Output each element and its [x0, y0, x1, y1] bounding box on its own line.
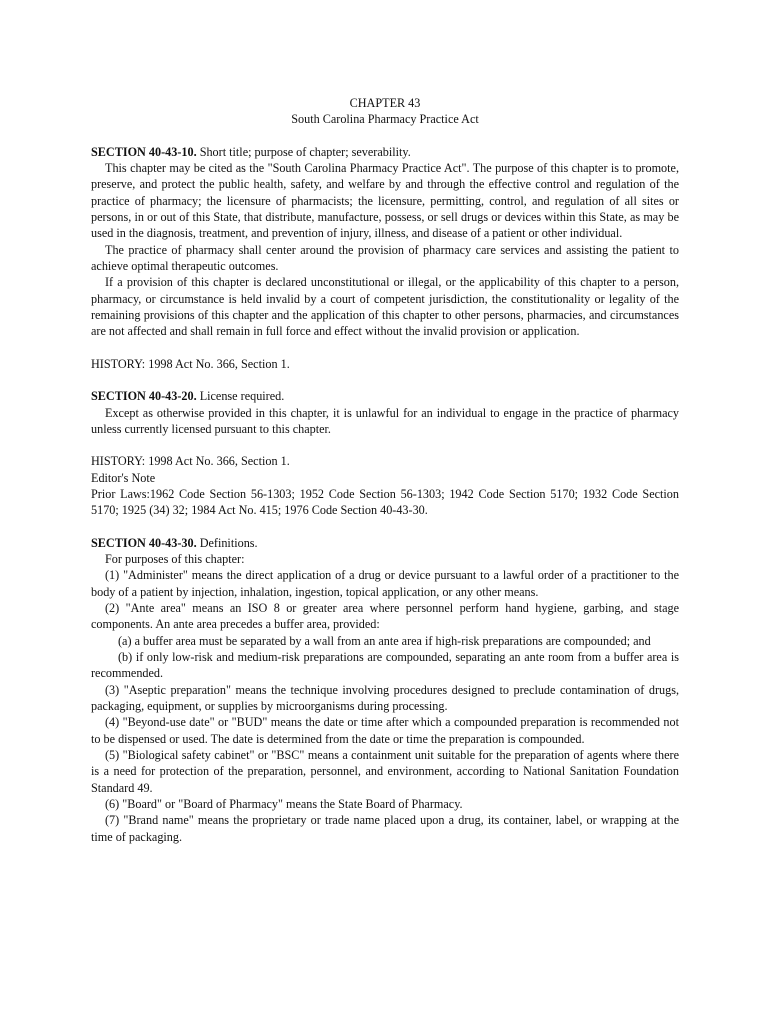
section-heading-40-43-20 [91, 388, 679, 404]
section-paragraph: Except as otherwise provided in this chapter, it is unlawful for an individual to engage in the practice of pharmacy unless currently licensed pursuant to this chapter. [91, 405, 679, 436]
chapter-title: CHAPTER 43 [349, 96, 421, 110]
definition-item: (7) "Brand name" means the proprietary or trade name placed upon a drug, its container, label, or wrapping at the time of packaging. [91, 813, 679, 844]
editors-note-label: Editor's Note [91, 470, 156, 485]
prior-laws-note: Prior Laws:1962 Code Section 56-1303; 1952 Code Section 56-1303; 1942 Code Section 5170; 1932 Code Section 5170; 1925 (34) 32; 1984 Act No. 415; 1976 Code Section 40-43-30. [91, 486, 679, 518]
section-paragraph: This chapter may be cited as the "South Carolina Pharmacy Practice Act". The purpose of this chapter is to promote, preserve, and protect the public health, safety, and welfare by and through the effective control and regulation of the practice of pharmacy; the licensure of pharmacists; the licensure, permitting, control, and regulation of all sites or persons, in or out of this State, that distribute, manufacture, possess, or sell drugs or devices within this State, as may be used in the diagnosis, treatment, and prevention of injury, illness, and disease of a patient or other individual. [91, 161, 679, 241]
document-page [91, 95, 679, 845]
section-number: SECTION 40-43-30. [91, 535, 197, 550]
section-title: License required. [196, 389, 285, 404]
section-number: SECTION 40-43-10. [91, 144, 197, 159]
section-paragraph: The practice of pharmacy shall center around the provision of pharmacy care services and assisting the patient to achieve optimal therapeutic outcomes. [91, 242, 679, 274]
definition-item: (6) "Board" or "Board of Pharmacy" means the State Board of Pharmacy. [105, 797, 463, 812]
section-title: Short title; purpose of chapter; severability. [196, 144, 411, 159]
section-number: SECTION 40-43-20. [91, 389, 197, 404]
definition-subitem: (b) if only low-risk and medium-risk preparations are compounded, separating an ante room from a buffer area is recommended. [91, 649, 679, 681]
history-note: HISTORY: 1998 Act No. 366, Section 1. [91, 454, 290, 469]
definition-item: (5) "Biological safety cabinet" or "BSC" means a containment unit suitable for the preparation of agents where there is a need for protection of the preparation, personnel, and environment, according to National Sanitation Foundation Standard 49. [91, 748, 679, 795]
definition-subitem: (a) a buffer area must be separated by a wall from an ante area if high-risk preparations are compounded; and [118, 633, 651, 648]
chapter-subtitle: South Carolina Pharmacy Practice Act [291, 112, 479, 127]
history-note: HISTORY: 1998 Act No. 366, Section 1. [91, 356, 290, 371]
section-title: Definitions. [196, 535, 258, 550]
definition-item: (3) "Aseptic preparation" means the technique involving procedures designed to preclude contamination of drugs, packaging, equipment, or supplies by microorganisms during processing. [91, 682, 679, 713]
section-paragraph: If a provision of this chapter is declared unconstitutional or illegal, or the applicability of this chapter to a person, pharmacy, or circumstance is held invalid by a court of competent jurisdiction, the constitutionality or legality of the remaining provisions of this chapter and the application of this chapter to other persons, pharmacies, and circumstances are not affected and shall remain in full force and effect without the invalid provision or application. [91, 275, 679, 339]
definitions-intro: For purposes of this chapter: [105, 551, 245, 566]
definition-item: (2) "Ante area" means an ISO 8 or greater area where personnel perform hand hygiene, garbing, and stage components. An ante area precedes a buffer area, provided: [91, 600, 679, 632]
section-heading-40-43-30 [91, 535, 679, 551]
section-heading-40-43-10 [91, 144, 679, 160]
definition-item: (4) "Beyond-use date" or "BUD" means the date or time after which a compounded preparation is recommended not to be dispensed or used. The date is determined from the date or time the preparation is compounded. [91, 715, 679, 746]
definition-item: (1) "Administer" means the direct application of a drug or device pursuant to a lawful order of a practitioner to the body of a patient by injection, inhalation, ingestion, topical application, or any other means. [91, 568, 679, 599]
